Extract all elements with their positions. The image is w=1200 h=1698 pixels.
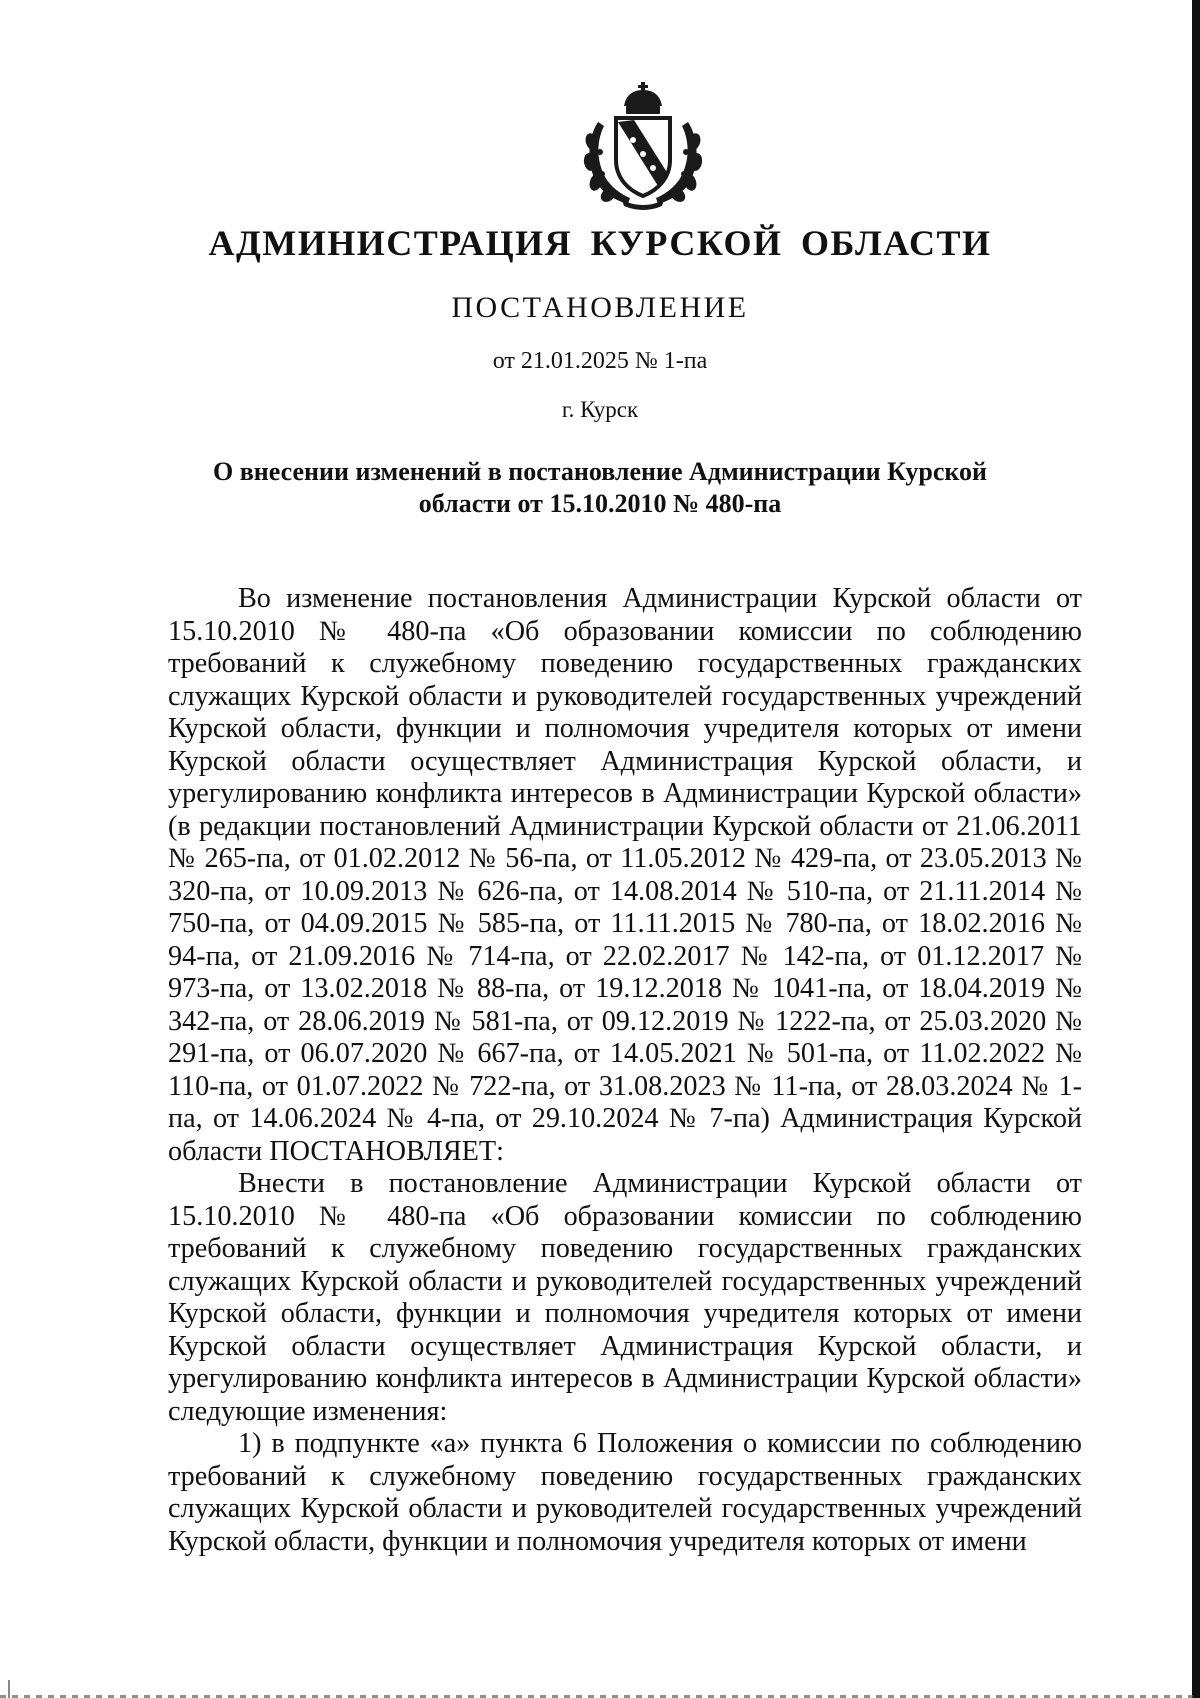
document-type: ПОСТАНОВЛЕНИЕ — [451, 291, 749, 324]
document-number: от 21.01.2025 № 1-па — [492, 348, 708, 374]
document-body — [168, 583, 1082, 1558]
body-paragraph: Внести в постановление Администрации Курской области от 15.10.2010 № 480-па «Об образовании комиссии по соблюдению требований к служебному поведению государственных гражданских служащих Курской области и руководителей государственных учреждений Курской области, функции и полномочия учредителя которых от имени Курской области осуществляет Администрация Курской области, и урегулированию конфликта интересов в Администрации Курской области» следующие изменения: — [168, 1168, 1082, 1427]
subject-line-2: области от 15.10.2010 № 480-па — [418, 489, 782, 518]
document-city: г. Курск — [561, 397, 639, 422]
document-subject — [160, 456, 1040, 520]
subject-line-1: О внесении изменений в постановление Администрации Курской — [213, 457, 987, 486]
organization-title: АДМИНИСТРАЦИЯ КУРСКОЙ ОБЛАСТИ — [208, 223, 992, 263]
coat-of-arms-icon — [578, 82, 708, 210]
body-paragraph: Во изменение постановления Администрации Курской области от 15.10.2010 № 480-па «Об образовании комиссии по соблюдению требований к служебному поведению государственных гражданских служащих Курской области и руководителей государственных учреждений Курской области, функции и полномочия учредителя которых от имени Курской области осуществляет Администрация Курской области, и урегулированию конфликта интересов в Администрации Курской области» (в редакции постановлений Администрации Курской области от 21.06.2011 № 265-па, от 01.02.2012 № 56-па, от 11.05.2012 № 429-па, от 23.05.2013 № 320-па, от 10.09.2013 № 626-па, от 14.08.2014 № 510-па, от 21.11.2014 № 750-па, от 04.09.2015 № 585-па, от 11.11.2015 № 780-па, от 18.02.2016 № 94-па, от 21.09.2016 № 714-па, от 22.02.2017 № 142-па, от 01.12.2017 № 973-па, от 13.02.2018 № 88-па, от 19.12.2018 № 1041-па, от 18.04.2019 № 342-па, от 28.06.2019 № 581-па, от 09.12.2019 № 1222-па, от 25.03.2020 № 291-па, от 06.07.2020 № 667-па, от 14.05.2021 № 501-па, от 11.02.2022 № 110-па, от 01.07.2022 № 722-па, от 31.08.2023 № 11-па, от 28.03.2024 № 1-па, от 14.06.2024 № 4-па, от 29.10.2024 № 7-па) Администрация Курской области ПОСТАНОВЛЯЕТ: — [168, 583, 1082, 1167]
body-paragraph: 1) в подпункте «а» пункта 6 Положения о комиссии по соблюдению требований к служебному поведению государственных гражданских служащих Курской области и руководителей государственных учреждений Курской области, функции и полномочия учредителя которых от имени — [168, 1428, 1082, 1557]
